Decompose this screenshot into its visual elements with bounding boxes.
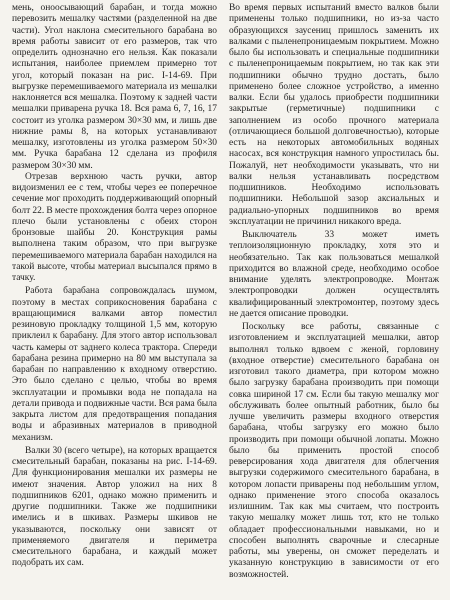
text-column-right-content (229, 3, 439, 581)
paragraph: Выключатель 33 может иметь теплоизоляционную прокладку, хотя это и необязательно. Так как пользоваться мешалкой приходится во влажной среде, необходимо особое внимание уделять электропроводке. Монтаж электропроводки должен осуществлять квалифицированный электромонтер, поэтому здесь не дается описание проводки. (229, 230, 439, 319)
paragraph: Отрезав верхнюю часть ручки, автор видоизменил ее с тем, чтобы через ее поперечное сечение мог проходить поддерживающий опорный болт 22. В месте прохождения болта через опорное плечо были установлены с обеих сторон бронзовые шайбы 20. Конструкция рамы выполнена таким образом, что при выгрузке перемешиваемого материала барабан находился на такой высоте, чтобы материал высыпался прямо в тачку. (12, 171, 217, 283)
paragraph: Работа барабана сопровождалась шумом, поэтому в местах соприкосновения барабана с вращающимися валками автор поместил резиновую прокладку толщиной 1,5 мм, которую приклеил к барабану. Для этого автор использовал часть камеры от заднего колеса трактора. Спереди барабана резина примерно на 80 мм выступала за барабан по направлению к входному отверстию. Это было сделано с целью, чтобы во время эксплуатации и промывки вода не попадала на детали привода и подвижные части. Вся рама была закрыта листом для предотвращения попадания воды и абразивных материалов в приводной механизм. (12, 286, 217, 443)
paragraph: Валки 30 (всего четыре), на которых вращается смесительный барабан, показаны на рис. I-14-69. Для функционирования мешалки их размеры не имеют значения. Автор уложил на них 8 подшипников 6201, однако можно применить и другие подшипники. Также же подшипники имелись и в шкивах. Размеры шкивов не указываются, поскольку они зависят от применяемого двигателя и периметра смесительного барабана, и каждый может подобрать их сам. (12, 445, 217, 569)
text-column-left (12, 3, 217, 597)
text-column-left-content (12, 3, 217, 570)
paragraph: Поскольку все работы, связанные с изготовлением и эксплуатацией мешалки, автор выполнял только вдвоем с женой, горловину (входное отверстие) смесительного барабана он изготовил такого диаметра, при котором можно было загрузку барабана производить при помощи совка шириной 17 см. Если бы такую мешалку мог обслуживать более опытный работник, было бы лучше увеличить размеры входного отверстия барабана, чтобы загрузку его можно было производить при помощи обычной лопаты. Можно было бы применить простой способ реверсирования хода двигателя для облегчения выгрузки содержимого смесительного барабана, в котором лопасти приварены под небольшим углом, однако применение этого способа оказалось излишним. Так как мы считаем, что построить такую мешалку может лишь тот, кто не только обладает профессиональными навыками, но и способен выполнять сварочные и слесарные работы, мы уверены, он сможет переделать и указанную конструкцию в зависимости от его возможностей. (229, 322, 439, 580)
text-column-right (229, 3, 439, 597)
paragraph: Во время первых испытаний вместо валков были применены только подшипники, но из-за часто образующихся заусениц пришлось заменить их валками с пыленепроницаемым покрытием. Можно было бы использовать и специальные подшипники с пыленепроницаемым покрытием, но так как эти подшипники обычно трудно достать, было применено более сложное устройство, а именно валки. Если бы удалось приобрести подшипники закрытые (герметичные) подшипники с заполнением из особо прочного материала (отличающиеся большой долговечностью), которые есть на некоторых автомобильных водяных насосах, вся конструкция намного упростилась бы. Пожалуй, нет необходимости указывать, что ни валки нельзя устанавливать посредством подшипников. Необходимо использовать подшипники. Небольшой зазор аксиальных и радиально-упорных подшипников во время эксплуатации не причинил никакого вреда. (229, 3, 439, 227)
paragraph: мень, оноосывающий барабан, и тогда можно перевозить мешалку частями (разделенной на две части). Угол наклона смесительного барабана во время работы зависит от его размеров, так что определить однозначно его нельзя. Как показали испытания, наиболее приемлем примерно тот угол, который показан на рис. I-14-69. При выгрузке перемешиваемого материала из мешалки наклоняется вся мешалка. Поэтому к задней части мешалки приварена ручка 18. Вся рама 6, 7, 16, 17 состоит из уголка размером 30×30 мм, и лишь две нижние рамы 8, на которых устанавливают мешалку, изготовлены из уголка размером 50×30 мм. Ручка барабана 12 сделана из профиля размером 30×30 мм. (12, 3, 217, 171)
